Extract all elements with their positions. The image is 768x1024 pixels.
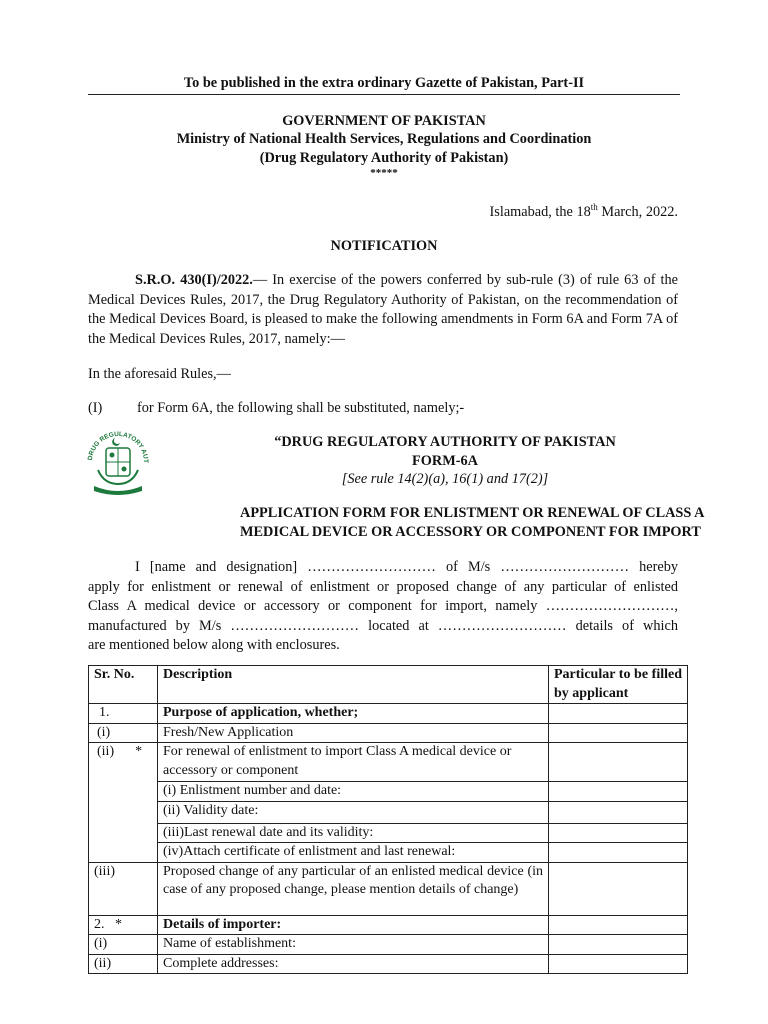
notification-title: NOTIFICATION (330, 238, 438, 254)
table-row (89, 915, 688, 935)
particular-input[interactable] (549, 823, 688, 843)
particular-input[interactable] (549, 862, 688, 915)
header-divider (88, 94, 680, 95)
table-row (89, 954, 688, 974)
sr-cell: (i) (89, 723, 158, 743)
sr-cell: (iii) (89, 862, 158, 915)
authority-title: (Drug Regulatory Authority of Pakistan) (259, 150, 509, 166)
sro-paragraph (88, 271, 678, 349)
declaration-paragraph (88, 558, 678, 656)
declaration-line: are mentioned below along with enclosures. (88, 637, 340, 653)
date-prefix: Islamabad, the 18 (489, 204, 591, 220)
sr-cell: (ii) * (89, 743, 158, 863)
declaration-line: manufactured by M/s ……………………… located at ……………………… details of which (88, 617, 678, 634)
desc-cell: (ii) Validity date: (158, 801, 549, 823)
sro-ref: S.R.O. 430(I)/2022. (135, 272, 253, 288)
desc-cell: For renewal of enlistment to import Class A medical device or accessory or component (158, 743, 549, 782)
date-sup: th (590, 202, 598, 213)
desc-cell: Fresh/New Application (158, 723, 549, 743)
government-title: GOVERNMENT OF PAKISTAN (282, 113, 486, 129)
particular-input[interactable] (549, 743, 688, 782)
svg-text:DRUG REGULATORY AUTHORITY OF P: DRUG REGULATORY AUT (86, 430, 150, 464)
sr-cell: 2. * (89, 915, 158, 935)
desc-cell: (i) Enlistment number and date: (158, 782, 549, 802)
particular-input[interactable] (549, 954, 688, 974)
desc-cell: Proposed change of any particular of an enlisted medical device (in case of any proposed change, please mention details of change) (158, 862, 549, 915)
desc-cell: Complete addresses: (158, 954, 549, 974)
particular-input[interactable] (549, 801, 688, 823)
header-particular: Particular to be filled by applicant (549, 666, 688, 704)
particular-input[interactable] (549, 704, 688, 724)
table-row (89, 723, 688, 743)
table-row (89, 743, 688, 782)
item-text: for Form 6A, the following shall be substituted, namely;- (137, 400, 465, 416)
table-header-row (89, 666, 688, 704)
aforesaid-text: In the aforesaid Rules,— (88, 366, 231, 382)
stars-separator: ***** (370, 167, 398, 179)
sr-cell: (ii) (89, 954, 158, 974)
desc-cell: (iv)Attach certificate of enlistment and last renewal: (158, 843, 549, 863)
declaration-line: Class A medical device or accessory or component for import, namely ………………………, (88, 598, 678, 614)
table-row (89, 782, 688, 802)
table-row (89, 704, 688, 724)
desc-cell: Name of establishment: (158, 935, 549, 955)
table-row (89, 862, 688, 915)
ministry-title: Ministry of National Health Services, Regulations and Coordination (176, 131, 592, 147)
gazette-note: To be published in the extra ordinary Gazette of Pakistan, Part-II (183, 75, 585, 91)
particular-input[interactable] (549, 723, 688, 743)
desc-cell: Details of importer: (158, 915, 549, 935)
particular-input[interactable] (549, 782, 688, 802)
form-authority: “DRUG REGULATORY AUTHORITY OF PAKISTAN (274, 434, 616, 450)
declaration-line: apply for enlistment or renewal of enlistment or proposed change of any particular of enlisted (88, 578, 678, 595)
form-rule-ref: [See rule 14(2)(a), 16(1) and 17(2)] (341, 471, 549, 487)
table-row (89, 801, 688, 823)
sr-cell: 1. (89, 704, 158, 724)
date-line (490, 203, 678, 221)
particular-input[interactable] (549, 843, 688, 863)
item-number: (I) (88, 400, 103, 416)
sr-cell: (i) (89, 935, 158, 955)
header-sr-no: Sr. No. (89, 666, 158, 704)
dra-logo (84, 426, 152, 498)
desc-cell: Purpose of application, whether; (158, 704, 549, 724)
date-suffix: March, 2022. (597, 204, 678, 220)
sro-text: — In exercise of the powers conferred by sub-rule (3) of rule 63 of the Medical Devices Rules, 2017, the Drug Regulatory Authority of Pakistan, on the recommendation of the Medical Devices Board, is pleased to make the following amendments in Form 6A and Form 7A of the Medical Devices Rules, 2017, namely:— (88, 272, 678, 347)
form-number: FORM-6A (412, 453, 478, 469)
table-row (89, 823, 688, 843)
dra-seal-icon (84, 426, 152, 498)
desc-cell: (iii)Last renewal date and its validity: (158, 823, 549, 843)
table-row (89, 935, 688, 955)
header-description: Description (158, 666, 549, 704)
declaration-line: I [name and designation] ……………………… of M/s ……………………… hereby (135, 559, 678, 575)
application-table (88, 665, 688, 974)
form-title-line2: MEDICAL DEVICE OR ACCESSORY OR COMPONENT FOR IMPORT (240, 524, 701, 540)
table-row (89, 843, 688, 863)
form-title-line1: APPLICATION FORM FOR ENLISTMENT OR RENEWAL OF CLASS A (240, 505, 705, 521)
particular-input[interactable] (549, 935, 688, 955)
particular-input[interactable] (549, 915, 688, 935)
